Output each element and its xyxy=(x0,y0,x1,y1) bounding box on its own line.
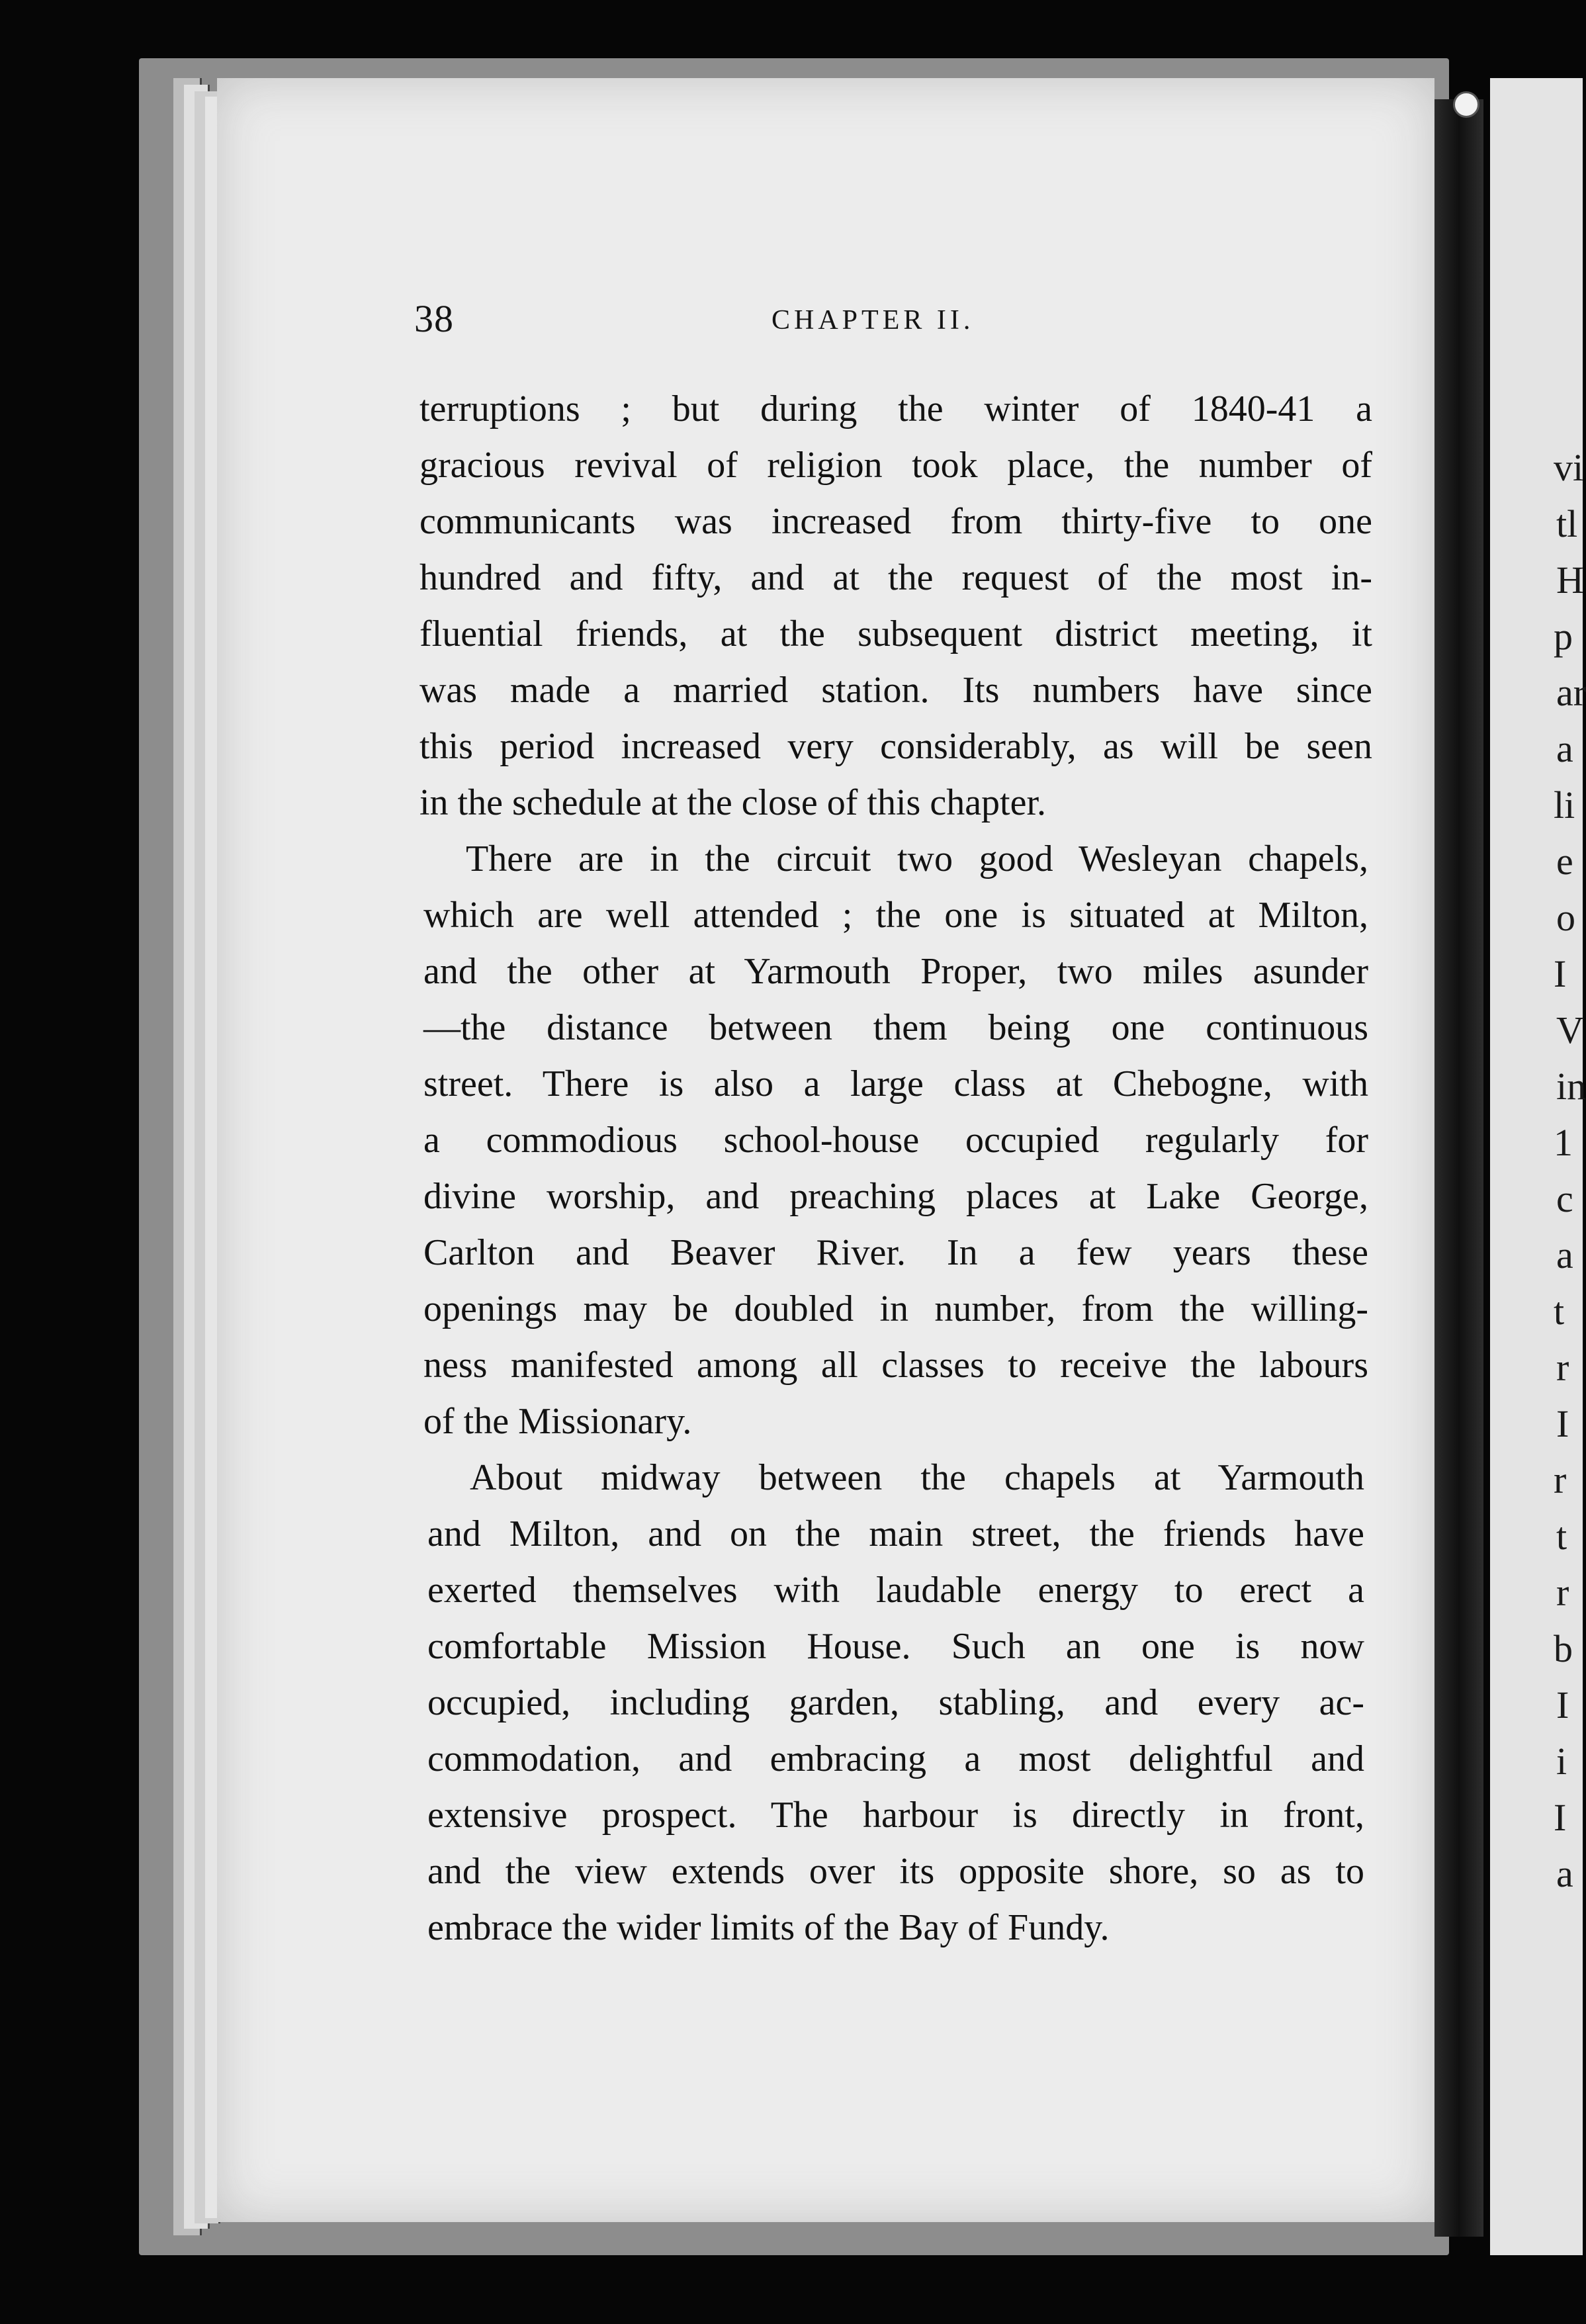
text-line: terruptions ; but during the winter of 1840-41 a xyxy=(419,388,1372,429)
text-line: in the schedule at the close of this chapter. xyxy=(419,782,1047,823)
text-line: openings may be doubled in number, from the willing- xyxy=(423,1288,1368,1329)
facing-page-fragment: V xyxy=(1556,1008,1584,1051)
facing-page-fragment: vi xyxy=(1554,446,1584,489)
text-line: this period increased very considerably, as will be seen xyxy=(419,726,1372,767)
facing-page-fragment: H xyxy=(1556,559,1584,602)
text-line: commodation, and embracing a most delightful and xyxy=(427,1738,1364,1779)
text-line: divine worship, and preaching places at Lake George, xyxy=(423,1176,1368,1217)
facing-page-fragment: li xyxy=(1554,783,1575,827)
facing-page-fragment: tl xyxy=(1556,502,1578,545)
facing-page-fragment: o xyxy=(1556,896,1575,939)
paragraph xyxy=(419,381,1372,831)
facing-page-fragment: I xyxy=(1556,1402,1569,1445)
text-line: exerted themselves with laudable energy to erect a xyxy=(427,1570,1364,1611)
facing-page-fragment: a xyxy=(1556,1852,1573,1895)
facing-page-fragment: a xyxy=(1556,1233,1573,1276)
facing-page-fragment: i xyxy=(1556,1740,1567,1783)
text-line: occupied, including garden, stabling, and every ac- xyxy=(427,1682,1364,1723)
running-head: CHAPTER II. xyxy=(771,305,975,335)
facing-page-fragment: r xyxy=(1554,1458,1567,1501)
text-line: There are in the circuit two good Wesleyan chapels, xyxy=(466,838,1368,879)
text-line: comfortable Mission House. Such an one is now xyxy=(427,1626,1364,1667)
body-text xyxy=(419,381,1372,1956)
facing-page-fragment: c xyxy=(1556,1177,1573,1220)
text-line: communicants was increased from thirty-five to one xyxy=(419,501,1372,542)
paragraph xyxy=(419,831,1372,1450)
facing-page-fragment: p xyxy=(1554,615,1573,658)
text-line: hundred and fifty, and at the request of the most in- xyxy=(419,557,1372,598)
book-gutter xyxy=(1434,99,1483,2237)
facing-page-fragment: t xyxy=(1554,1290,1565,1333)
text-line: extensive prospect. The harbour is directly in front, xyxy=(427,1795,1364,1836)
text-line: About midway between the chapels at Yarmouth xyxy=(470,1457,1364,1498)
text-line: was made a married station. Its numbers have since xyxy=(419,670,1372,711)
text-line: and the view extends over its opposite shore, so as to xyxy=(427,1851,1364,1892)
text-line: —the distance between them being one continuous xyxy=(423,1007,1368,1048)
text-line: ness manifested among all classes to receive the labours xyxy=(423,1345,1368,1386)
facing-page-fragment: in xyxy=(1556,1065,1586,1108)
text-line: gracious revival of religion took place, the number of xyxy=(419,445,1372,486)
facing-page-fragment: I xyxy=(1554,952,1567,995)
text-line: and Milton, and on the main street, the friends have xyxy=(427,1513,1364,1554)
facing-page xyxy=(1490,78,1586,2255)
text-line: fluential friends, at the subsequent district meeting, it xyxy=(419,613,1372,654)
facing-page-fragment: r xyxy=(1556,1346,1569,1389)
page-corner-mark xyxy=(1453,91,1479,118)
facing-page-fragment: t xyxy=(1556,1515,1567,1558)
facing-page-fragment: I xyxy=(1556,1683,1569,1726)
text-line: of the Missionary. xyxy=(423,1401,692,1442)
page-number: 38 xyxy=(414,297,454,340)
text-line: a commodious school-house occupied regularly for xyxy=(423,1120,1368,1161)
paragraph xyxy=(419,1450,1372,1956)
text-line: which are well attended ; the one is situated at Milton, xyxy=(423,895,1368,936)
facing-page-fragment: 1 xyxy=(1554,1121,1573,1164)
facing-page-fragment: b xyxy=(1554,1627,1573,1670)
facing-page-fragment: e xyxy=(1556,840,1573,883)
text-line: Carlton and Beaver River. In a few years these xyxy=(423,1232,1368,1273)
facing-page-fragment: r xyxy=(1556,1571,1569,1614)
text-line: street. There is also a large class at Chebogne, with xyxy=(423,1063,1368,1104)
text-line: and the other at Yarmouth Proper, two miles asunder xyxy=(423,951,1368,992)
facing-page-fragment: a xyxy=(1556,727,1573,770)
text-line: embrace the wider limits of the Bay of Fundy. xyxy=(427,1907,1110,1948)
facing-page-fragment: I xyxy=(1554,1796,1567,1839)
facing-page-fragment: ar xyxy=(1556,671,1586,714)
